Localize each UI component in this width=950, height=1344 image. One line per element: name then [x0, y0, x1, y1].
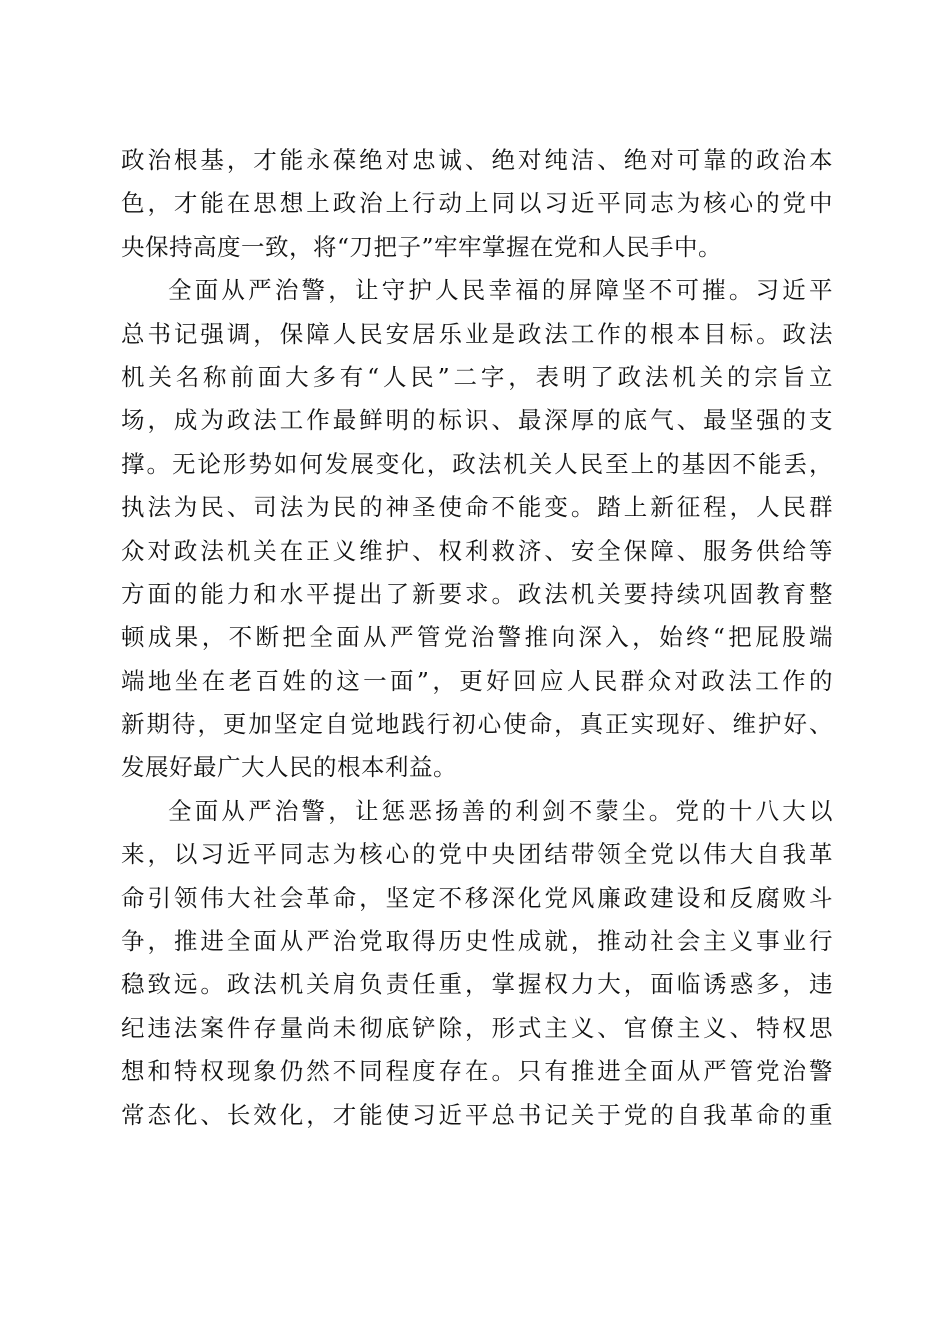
text-line: 执法为民、司法为民的神圣使命不能变。踏上新征程，人民群	[121, 493, 833, 522]
text-line: 端地坐在老百姓的这一面”，更好回应人民群众对政法工作的	[121, 666, 833, 695]
text-line: 央保持高度一致，将“刀把子”牢牢掌握在党和人民手中。	[121, 232, 723, 261]
text-line: 常态化、长效化，才能使习近平总书记关于党的自我革命的重	[121, 1100, 833, 1129]
text-line: 众对政法机关在正义维护、权利救济、安全保障、服务供给等	[121, 536, 833, 565]
text-line: 场，成为政法工作最鲜明的标识、最深厚的底气、最坚强的支	[121, 406, 833, 435]
text-line: 发展好最广大人民的根本利益。	[121, 753, 457, 782]
text-line: 总书记强调，保障人民安居乐业是政法工作的根本目标。政法	[121, 319, 833, 348]
text-line: 撑。无论形势如何发展变化，政法机关人民至上的基因不能丢，	[121, 449, 833, 478]
body-text	[121, 139, 833, 1137]
text-line: 全面从严治警，让惩恶扬善的利剑不蒙尘。党的十八大以	[168, 796, 833, 825]
text-line: 稳致远。政法机关肩负责任重，掌握权力大，面临诱惑多，违	[121, 970, 833, 999]
text-line: 政治根基，才能永葆绝对忠诚、绝对纯洁、绝对可靠的政治本	[121, 146, 833, 174]
text-line: 全面从严治警，让守护人民幸福的屏障坚不可摧。习近平	[168, 276, 833, 305]
text-line: 新期待，更加坚定自觉地践行初心使命，真正实现好、维护好、	[121, 710, 833, 739]
text-line: 方面的能力和水平提出了新要求。政法机关要持续巩固教育整	[121, 579, 833, 608]
text-line: 想和特权现象仍然不同程度存在。只有推进全面从严管党治警	[121, 1057, 833, 1086]
text-line: 争，推进全面从严治党取得历史性成就，推动社会主义事业行	[121, 927, 833, 956]
text-line: 机关名称前面大多有“人民”二字，表明了政法机关的宗旨立	[121, 362, 833, 391]
text-line: 命引领伟大社会革命，坚定不移深化党风廉政建设和反腐败斗	[121, 883, 833, 912]
text-line: 色，才能在思想上政治上行动上同以习近平同志为核心的党中	[121, 189, 833, 218]
text-line: 顿成果，不断把全面从严管党治警推向深入，始终“把屁股端	[121, 623, 833, 652]
text-line: 来，以习近平同志为核心的党中央团结带领全党以伟大自我革	[121, 840, 833, 869]
text-line: 纪违法案件存量尚未彻底铲除，形式主义、官僚主义、特权思	[121, 1013, 833, 1042]
